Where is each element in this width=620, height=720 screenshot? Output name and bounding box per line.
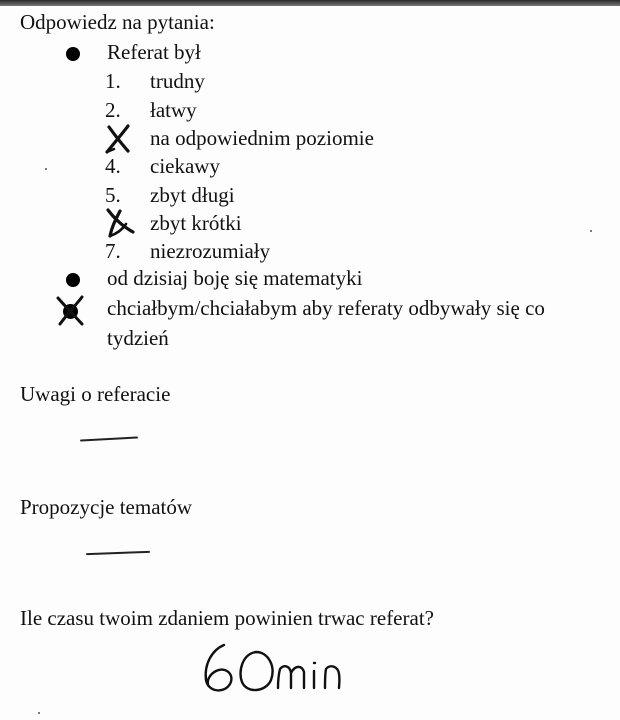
bullet-icon <box>66 47 80 61</box>
option-na-odpowiednim-poziomie: na odpowiednim poziomie <box>150 126 374 150</box>
option-zbyt-dlugi: zbyt długi <box>150 183 235 207</box>
remarks-handwritten-dash <box>80 436 138 441</box>
weekly-wish-line2: tydzień <box>107 326 169 350</box>
option-number-2: 2. <box>105 98 121 122</box>
checked-x-mark-icon <box>52 293 88 329</box>
scan-speck <box>45 168 47 170</box>
topics-handwritten-dash <box>86 551 150 555</box>
math-fear-statement: od dzisiaj boję się matematyki <box>107 266 363 290</box>
option-zbyt-krotki: zbyt krótki <box>150 211 242 235</box>
checked-x-mark-icon <box>100 122 134 156</box>
scan-speck <box>590 230 592 232</box>
option-ciekawy: ciekawy <box>150 154 220 178</box>
topics-label: Propozycje tematów <box>20 495 193 519</box>
option-latwy: łatwy <box>150 98 197 122</box>
remarks-label: Uwagi o referacie <box>20 382 171 406</box>
option-number-4: 4. <box>105 154 121 178</box>
option-number-1: 1. <box>105 69 121 93</box>
checked-x-mark-icon <box>100 206 138 240</box>
option-number-7: 7. <box>105 239 121 263</box>
option-number-5: 5. <box>105 183 121 207</box>
weekly-wish-line1: chciałbym/chciałabym aby referaty odbywały się co <box>107 296 545 320</box>
bullet-icon <box>66 273 80 287</box>
scan-speck <box>38 712 40 714</box>
handwritten-duration-answer <box>198 638 368 702</box>
top-edge-line <box>0 0 620 6</box>
duration-question: Ile czasu twoim zdaniem powinien trwac referat? <box>20 606 434 630</box>
option-niezrozumialy: niezrozumiały <box>150 239 271 263</box>
option-trudny: trudny <box>150 69 205 93</box>
referat-intro: Referat był <box>107 40 201 64</box>
page-heading: Odpowiedz na pytania: <box>20 10 215 34</box>
